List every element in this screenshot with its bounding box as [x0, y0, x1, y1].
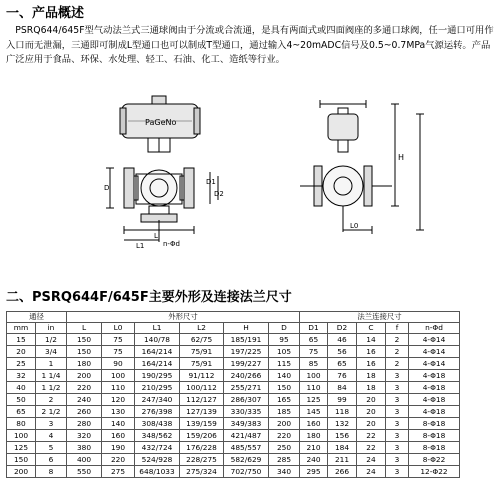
- table-cell: 62/75: [180, 334, 224, 346]
- side-actuator: [328, 114, 358, 140]
- table-cell: 180: [67, 358, 102, 370]
- table-cell: 3: [386, 466, 409, 478]
- table-cell: 132: [328, 418, 357, 430]
- table-cell: 18: [357, 370, 386, 382]
- table-row: [7, 382, 460, 394]
- table-cell: 100: [300, 370, 328, 382]
- table-cell: 130: [102, 406, 135, 418]
- column-header-2: L: [67, 323, 102, 334]
- table-cell: 15: [7, 334, 36, 346]
- table-cell: 220: [102, 454, 135, 466]
- table-cell: 524/928: [135, 454, 180, 466]
- table-cell: 330/335: [224, 406, 269, 418]
- table-cell: 2: [386, 346, 409, 358]
- table-cell: 190/295: [135, 370, 180, 382]
- table-cell: 199/227: [224, 358, 269, 370]
- dim-D-label: D: [104, 184, 110, 192]
- table-cell: 140: [269, 370, 300, 382]
- intro-text: PSRQ644/645F型气动法兰式三通球阀由于分流或合流通，是具有两面式或四面阀座的多通口球阀，任一通口可用作入口而无泄漏，三通即可制成L型通口也可以制成T型通口，通过输入4~20mADC信号及0.5~0.7MPa气源运转。产品广泛应用于食品、环保、水处理、轻工、石油、化工、造纸等行业。: [6, 25, 494, 65]
- table-row: [7, 370, 460, 382]
- table-cell: 260: [67, 406, 102, 418]
- group-header-outline: 外形尺寸: [67, 312, 300, 323]
- table-cell: 3: [386, 370, 409, 382]
- side-right-flange: [364, 166, 372, 206]
- table-row: [7, 442, 460, 454]
- table-cell: 4-Φ14: [409, 358, 460, 370]
- table-cell: 8: [36, 466, 67, 478]
- table-cell: 150: [67, 334, 102, 346]
- table-cell: 100: [102, 370, 135, 382]
- table-cell: 240/266: [224, 370, 269, 382]
- table-cell: 75: [102, 334, 135, 346]
- table-cell: 125: [7, 442, 36, 454]
- table-cell: 240: [67, 394, 102, 406]
- table-cell: 648/1033: [135, 466, 180, 478]
- column-header-3: L0: [102, 323, 135, 334]
- table-cell: 150: [7, 454, 36, 466]
- table-row: [7, 466, 460, 478]
- table-cell: 8-Φ18: [409, 430, 460, 442]
- table-cell: 276/398: [135, 406, 180, 418]
- column-header-0: mm: [7, 323, 36, 334]
- table-cell: 95: [269, 334, 300, 346]
- table-cell: 200: [7, 466, 36, 478]
- dim-L-label: L: [154, 232, 158, 240]
- table-row: [7, 334, 460, 346]
- table-group-header-row: [7, 312, 460, 323]
- table-cell: 75: [102, 346, 135, 358]
- section-title-overview: 一、产品概述: [6, 6, 85, 21]
- table-cell: 4-Φ18: [409, 406, 460, 418]
- table-row: [7, 358, 460, 370]
- table-cell: 105: [269, 346, 300, 358]
- table-cell: 100/112: [180, 382, 224, 394]
- table-row: [7, 406, 460, 418]
- table-cell: 295: [300, 466, 328, 478]
- table-cell: 159/206: [180, 430, 224, 442]
- table-cell: 8-Φ22: [409, 454, 460, 466]
- table-cell: 140/78: [135, 334, 180, 346]
- table-cell: 702/750: [224, 466, 269, 478]
- dim-L1-label: L1: [136, 242, 145, 250]
- table-cell: 85: [300, 358, 328, 370]
- table-cell: 140: [102, 418, 135, 430]
- table-cell: 65: [300, 334, 328, 346]
- column-header-6: H: [224, 323, 269, 334]
- table-cell: 421/487: [224, 430, 269, 442]
- table-cell: 2 1/2: [36, 406, 67, 418]
- table-cell: 1 1/4: [36, 370, 67, 382]
- dim-D2-label: D2: [214, 190, 224, 198]
- table-cell: 145: [300, 406, 328, 418]
- table-cell: 285: [269, 454, 300, 466]
- table-cell: 76: [328, 370, 357, 382]
- table-cell: 165: [269, 394, 300, 406]
- table-cell: 400: [67, 454, 102, 466]
- table-cell: 228/275: [180, 454, 224, 466]
- group-header-flange: 法兰连接尺寸: [300, 312, 460, 323]
- table-cell: 164/214: [135, 346, 180, 358]
- table-cell: 127/139: [180, 406, 224, 418]
- table-cell: 14: [357, 334, 386, 346]
- table-cell: 40: [7, 382, 36, 394]
- table-cell: 3: [386, 454, 409, 466]
- section-title-dimensions: 二、PSRQ644F/645F主要外形及连接法兰尺寸: [6, 290, 292, 305]
- table-cell: 211: [328, 454, 357, 466]
- table-cell: 25: [7, 358, 36, 370]
- table-cell: 6: [36, 454, 67, 466]
- column-header-4: L1: [135, 323, 180, 334]
- table-cell: 255/271: [224, 382, 269, 394]
- table-cell: 160: [300, 418, 328, 430]
- table-cell: 115: [269, 358, 300, 370]
- column-header-7: D: [269, 323, 300, 334]
- table-cell: 112/127: [180, 394, 224, 406]
- table-cell: 20: [357, 418, 386, 430]
- column-header-5: L2: [180, 323, 224, 334]
- table-cell: 110: [300, 382, 328, 394]
- table-cell: 3: [386, 406, 409, 418]
- table-cell: 4-Φ18: [409, 370, 460, 382]
- table-cell: 4-Φ14: [409, 334, 460, 346]
- dim-H-label: H: [398, 153, 405, 162]
- table-cell: 3: [386, 430, 409, 442]
- column-header-8: D1: [300, 323, 328, 334]
- dim-D1-label: D1: [206, 178, 216, 186]
- table-cell: 582/629: [224, 454, 269, 466]
- table-cell: 8-Φ18: [409, 418, 460, 430]
- table-cell: 349/383: [224, 418, 269, 430]
- table-cell: 20: [357, 394, 386, 406]
- side-body: [323, 166, 363, 206]
- table-cell: 485/557: [224, 442, 269, 454]
- table-cell: 210/295: [135, 382, 180, 394]
- table-cell: 3: [386, 442, 409, 454]
- table-cell: 3: [386, 418, 409, 430]
- table-cell: 3/4: [36, 346, 67, 358]
- table-cell: 20: [7, 346, 36, 358]
- table-cell: 46: [328, 334, 357, 346]
- table-cell: 139/159: [180, 418, 224, 430]
- table-cell: 100: [7, 430, 36, 442]
- table-cell: 120: [102, 394, 135, 406]
- table-cell: 20: [357, 406, 386, 418]
- table-cell: 4-Φ18: [409, 382, 460, 394]
- column-header-12: n-Φd: [409, 323, 460, 334]
- group-header-bore: 通径: [7, 312, 67, 323]
- table-cell: 8-Φ18: [409, 442, 460, 454]
- table-cell: 91/112: [180, 370, 224, 382]
- table-cell: 348/562: [135, 430, 180, 442]
- table-cell: 1: [36, 358, 67, 370]
- table-cell: 4-Φ18: [409, 394, 460, 406]
- table-cell: 275: [102, 466, 135, 478]
- table-cell: 1/2: [36, 334, 67, 346]
- table-cell: 340: [269, 466, 300, 478]
- table-cell: 5: [36, 442, 67, 454]
- table-cell: 280: [67, 418, 102, 430]
- table-cell: 50: [7, 394, 36, 406]
- table-cell: 4-Φ14: [409, 346, 460, 358]
- table-cell: 1 1/2: [36, 382, 67, 394]
- table-cell: 210: [300, 442, 328, 454]
- table-cell: 24: [357, 454, 386, 466]
- table-cell: 180: [300, 430, 328, 442]
- column-header-10: C: [357, 323, 386, 334]
- dimension-table: [6, 311, 460, 478]
- table-cell: 432/724: [135, 442, 180, 454]
- table-cell: 75/91: [180, 346, 224, 358]
- table-cell: 22: [357, 430, 386, 442]
- table-cell: 2: [386, 358, 409, 370]
- table-body: [7, 334, 460, 478]
- table-cell: 118: [328, 406, 357, 418]
- table-cell: 32: [7, 370, 36, 382]
- table-column-header-row: [7, 323, 460, 334]
- table-cell: 266: [328, 466, 357, 478]
- table-cell: 220: [67, 382, 102, 394]
- table-cell: 24: [357, 466, 386, 478]
- valve-side-drawing: [0, 90, 497, 250]
- table-cell: 110: [102, 382, 135, 394]
- table-cell: 2: [386, 334, 409, 346]
- table-cell: 16: [357, 346, 386, 358]
- table-cell: 150: [67, 346, 102, 358]
- table-cell: 164/214: [135, 358, 180, 370]
- table-cell: 90: [102, 358, 135, 370]
- column-header-11: f: [386, 323, 409, 334]
- table-cell: 197/225: [224, 346, 269, 358]
- intro-paragraph: [6, 24, 494, 68]
- table-cell: 125: [300, 394, 328, 406]
- table-cell: 156: [328, 430, 357, 442]
- table-cell: 240: [300, 454, 328, 466]
- table-cell: 275/324: [180, 466, 224, 478]
- table-cell: 250: [269, 442, 300, 454]
- table-cell: 3: [386, 382, 409, 394]
- table-cell: 4: [36, 430, 67, 442]
- table-cell: 16: [357, 358, 386, 370]
- table-cell: 99: [328, 394, 357, 406]
- table-cell: 12-Φ22: [409, 466, 460, 478]
- table-cell: 56: [328, 346, 357, 358]
- table-cell: 380: [67, 442, 102, 454]
- table-row: [7, 430, 460, 442]
- table-cell: 75: [300, 346, 328, 358]
- table-cell: 150: [269, 382, 300, 394]
- table-cell: 176/228: [180, 442, 224, 454]
- table-cell: 75/91: [180, 358, 224, 370]
- table-cell: 550: [67, 466, 102, 478]
- table-row: [7, 454, 460, 466]
- column-header-9: D2: [328, 323, 357, 334]
- table-cell: 200: [67, 370, 102, 382]
- table-cell: 247/340: [135, 394, 180, 406]
- table-cell: 18: [357, 382, 386, 394]
- dim-L0-label: L0: [350, 222, 359, 230]
- table-cell: 160: [102, 430, 135, 442]
- table-cell: 2: [36, 394, 67, 406]
- table-row: [7, 394, 460, 406]
- table-cell: 65: [7, 406, 36, 418]
- table-cell: 84: [328, 382, 357, 394]
- table-cell: 185: [269, 406, 300, 418]
- table-cell: 320: [67, 430, 102, 442]
- table-cell: 220: [269, 430, 300, 442]
- table-cell: 80: [7, 418, 36, 430]
- table-cell: 190: [102, 442, 135, 454]
- table-cell: 22: [357, 442, 386, 454]
- table-cell: 200: [269, 418, 300, 430]
- table-row: [7, 346, 460, 358]
- table-row: [7, 418, 460, 430]
- table-cell: 3: [386, 394, 409, 406]
- table-cell: 185/191: [224, 334, 269, 346]
- table-cell: 286/307: [224, 394, 269, 406]
- table-cell: 308/438: [135, 418, 180, 430]
- table-cell: 3: [36, 418, 67, 430]
- table-cell: 184: [328, 442, 357, 454]
- dim-nd-label: n-Φd: [163, 240, 180, 248]
- column-header-1: in: [36, 323, 67, 334]
- table-cell: 65: [328, 358, 357, 370]
- brand-label: PaGeNo: [145, 118, 177, 127]
